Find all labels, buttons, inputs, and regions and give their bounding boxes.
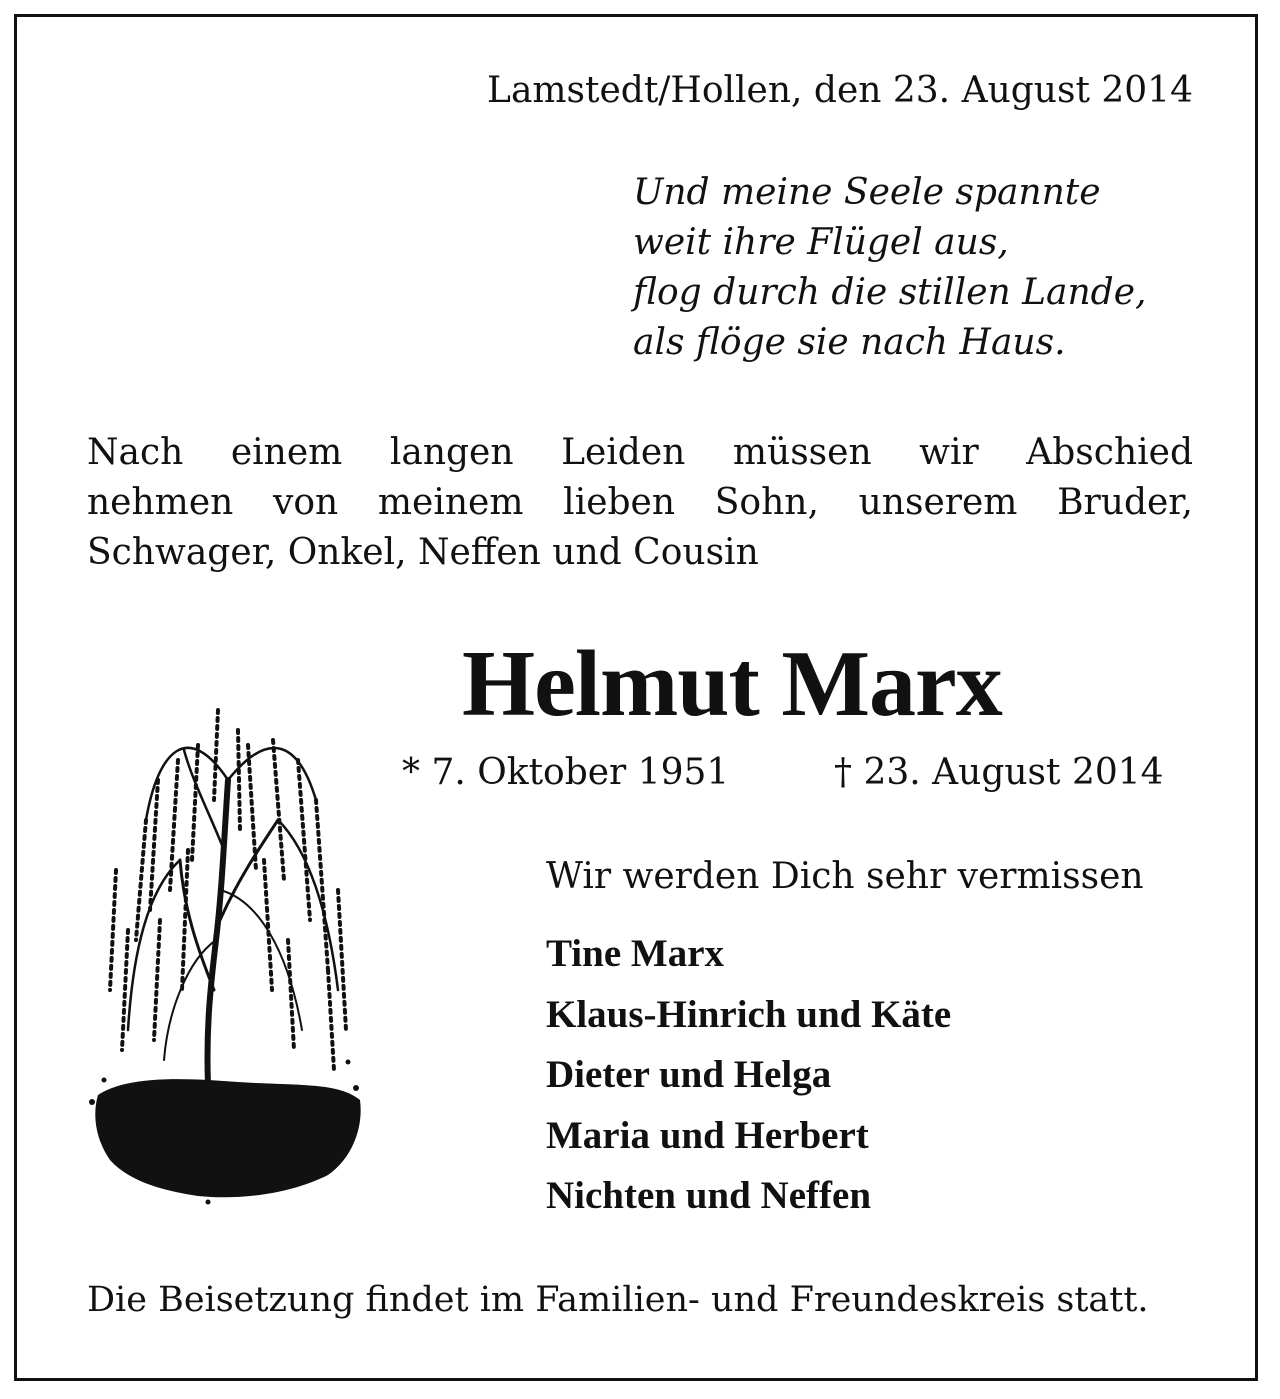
weeping-willow-icon (88, 690, 368, 1205)
intro-line: Schwager, Onkel, Neffen und Cousin (87, 532, 759, 573)
intro-line: Nach einem langen Leiden müssen wir Abschied (87, 432, 1193, 473)
place-date: Lamstedt/Hollen, den 23. August 2014 (487, 70, 1193, 111)
miss-text: Wir werden Dich sehr vermissen (546, 856, 1144, 897)
poem-line: weit ihre Flügel aus, (633, 222, 1009, 263)
deceased-name: Helmut Marx (462, 632, 1002, 736)
death-date: † 23. August 2014 (834, 752, 1164, 793)
mourner-name: Dieter und Helga (546, 1053, 832, 1096)
intro-line: nehmen von meinem lieben Sohn, unserem Bruder, (87, 482, 1193, 523)
poem-line: Und meine Seele spannte (633, 172, 1101, 213)
poem-line: flog durch die stillen Lande, (633, 272, 1147, 313)
mourner-list (546, 924, 951, 1227)
closing-text: Die Beisetzung findet im Familien- und Freundeskreis statt. (87, 1280, 1149, 1320)
mourner-name: Klaus-Hinrich und Käte (546, 992, 952, 1036)
mourner-name: Tine Marx (546, 932, 725, 975)
poem-line: als flöge sie nach Haus. (633, 322, 1066, 363)
poem (633, 168, 1146, 368)
mourner-name: Maria und Herbert (546, 1113, 869, 1157)
mourner-name: Nichten und Neffen (546, 1174, 872, 1217)
intro-text (87, 428, 1193, 578)
birth-date: * 7. Oktober 1951 (402, 752, 730, 793)
